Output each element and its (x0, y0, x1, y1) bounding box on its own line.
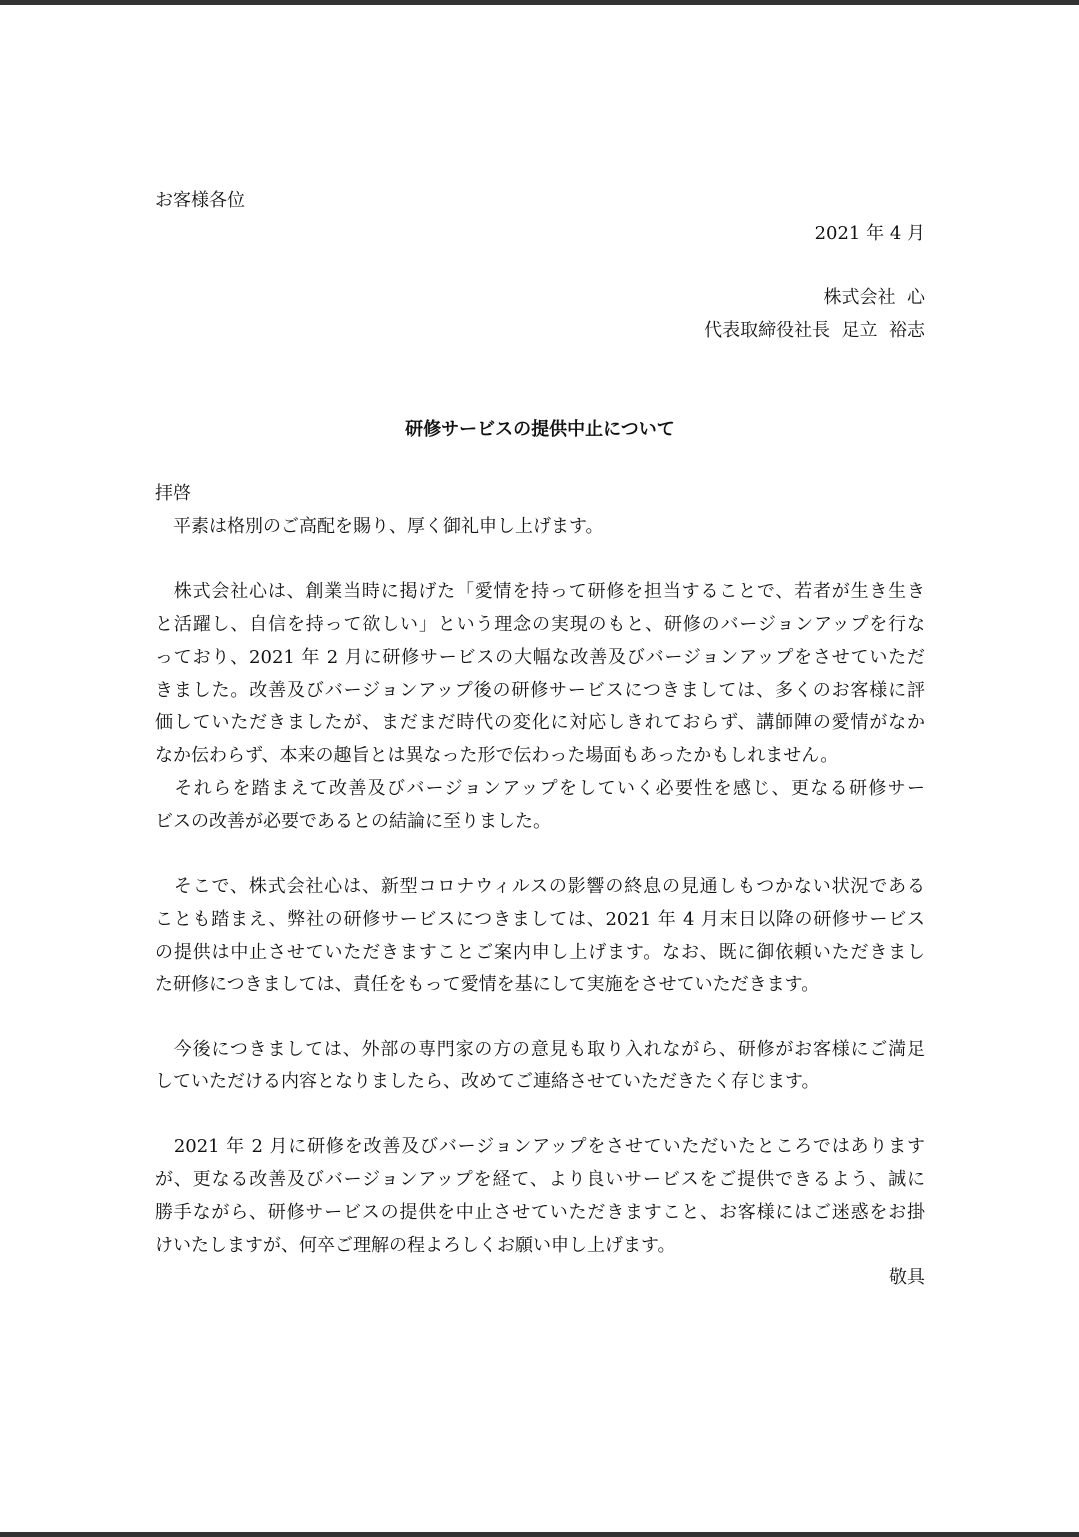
body-line: それらを踏まえて改善及びバージョンアップをしていく必要性を感じ、更なる研修サー (155, 778, 926, 799)
body-line: 株式会社心は、創業当時に掲げた「愛情を持って研修を担当することで、若者が生き生き (155, 581, 925, 602)
body-line: が、更なる改善及びバージョンアップを経て、より良いサービスをご提供できるよう、誠に (155, 1169, 925, 1190)
body-line: と活躍し、自信を持って欲しい」という理念の実現のもと、研修のバージョンアップを行な (155, 614, 925, 635)
body-line: していただける内容となりましたら、改めてご連絡させていただきたく存じます。 (155, 1071, 820, 1092)
body-line: 価していただきましたが、まだまだ時代の変化に対応しきれておらず、講師陣の愛情がなか (155, 712, 925, 733)
body-line: 今後につきましては、外部の専門家の方の意見も取り入れながら、研修がお客様にご満足 (155, 1039, 925, 1060)
body-line: た研修につきましては、責任をもって愛情を基にして実施をさせていただきます。 (155, 974, 820, 995)
bottom-border (0, 1532, 1079, 1537)
body-line: 平素は格別のご高配を賜り、厚く御礼申し上げます。 (155, 516, 604, 537)
body-line: そこで、株式会社心は、新型コロナウィルスの影響の終息の見通しもつかない状況である (155, 876, 925, 897)
body-line: ビスの改善が必要であるとの結論に至りました。 (155, 811, 551, 832)
body-line: けいたしますが、何卒ご理解の程よろしくお願い申し上げます。 (155, 1235, 676, 1256)
opening-salutation: 拝啓 (155, 483, 191, 504)
company-name: 株式会社 心 (823, 287, 925, 308)
body-line: 2021 年 2 月に研修を改善及びバージョンアップをさせていただいたところではあります (155, 1136, 925, 1157)
body-line: 勝手ながら、研修サービスの提供を中止させていただきますこと、お客様にはご迷惑をお掛 (155, 1202, 925, 1223)
body-line: ことも踏まえ、弊社の研修サービスにつきましては、2021 年 4 月末日以降の研修サービス (155, 909, 925, 930)
top-border (0, 0, 1079, 5)
closing-salutation: 敬具 (889, 1267, 925, 1288)
addressee: お客様各位 (155, 190, 245, 211)
body-line: なか伝わらず、本来の趣旨とは異なった形で伝わった場面もあったかもしれません。 (155, 745, 839, 766)
body-line: の提供は中止させていただきますことご案内申し上げます。なお、既に御依頼いただきまし (155, 942, 925, 963)
date: 2021 年 4 月 (814, 223, 925, 244)
document-title: 研修サービスの提供中止について (405, 419, 675, 440)
body-line: きました。改善及びバージョンアップ後の研修サービスにつきましては、多くのお客様に評 (155, 680, 925, 701)
body-line: っており、2021 年 2 月に研修サービスの大幅な改善及びバージョンアップをさせていただ (155, 647, 925, 668)
representative: 代表取締役社長 足立 裕志 (704, 320, 925, 341)
